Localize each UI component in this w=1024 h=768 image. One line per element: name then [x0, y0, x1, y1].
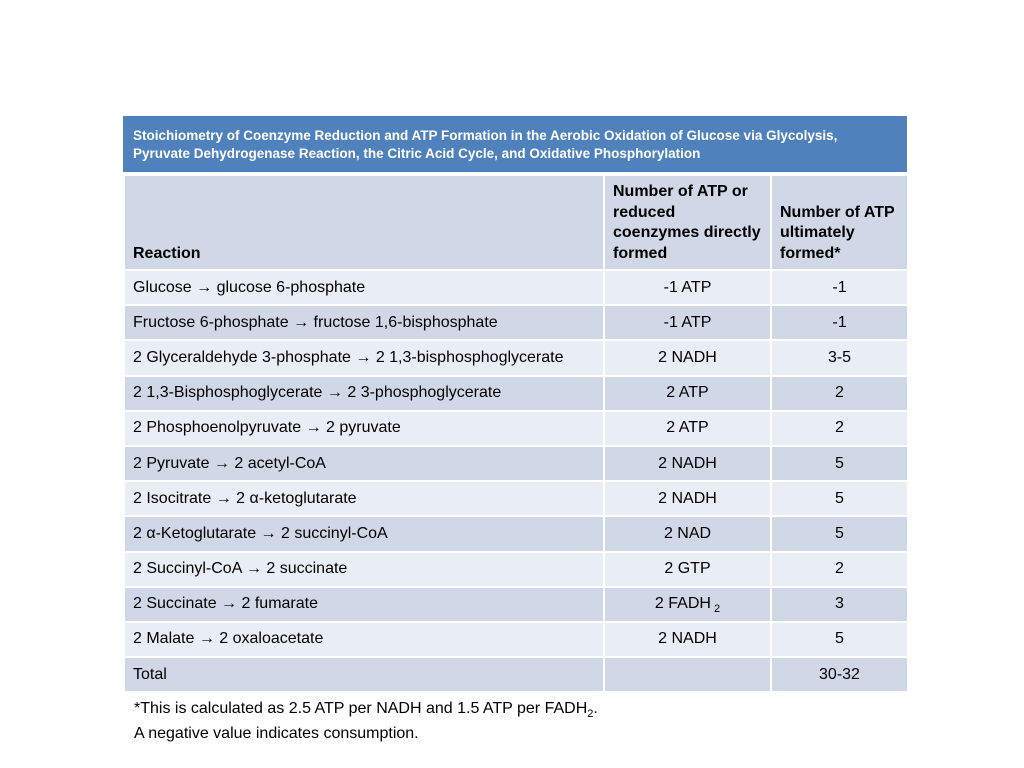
table-row [124, 587, 908, 622]
direct-cell: 2 NADH [604, 622, 771, 657]
table-row [124, 552, 908, 587]
table-title [123, 116, 907, 172]
header-ultimately-formed: Number of ATP ultimately formed* [771, 175, 908, 270]
ultimate-cell: 3 [771, 587, 908, 622]
direct-cell: 2 GTP [604, 552, 771, 587]
ultimate-cell: -1 [771, 305, 908, 340]
footnote-line-1 [134, 699, 598, 724]
table-title-line-1: Stoichiometry of Coenzyme Reduction and ATP Formation in the Aerobic Oxidation of Glucose via Glycolysis, [133, 128, 838, 143]
table-row [124, 376, 908, 411]
reaction-cell: 2 α-Ketoglutarate → 2 succinyl-CoA [124, 516, 604, 551]
direct-cell [604, 657, 771, 692]
stoichiometry-table [123, 174, 909, 693]
table-row [124, 446, 908, 481]
footnote-line-2: A negative value indicates consumption. [134, 725, 419, 743]
ultimate-cell: 2 [771, 552, 908, 587]
reaction-cell: Glucose → glucose 6-phosphate [124, 270, 604, 305]
subscript: 2 [587, 708, 594, 721]
reaction-cell: 2 Phosphoenolpyruvate → 2 pyruvate [124, 411, 604, 446]
header-directly-formed: Number of ATP or reduced coenzymes directly formed [604, 175, 771, 270]
reaction-cell: Fructose 6-phosphate → fructose 1,6-bisphosphate [124, 305, 604, 340]
reaction-cell: 2 Pyruvate → 2 acetyl-CoA [124, 446, 604, 481]
reaction-cell: 2 Succinyl-CoA → 2 succinate [124, 552, 604, 587]
direct-cell: 2 ATP [604, 411, 771, 446]
ultimate-cell: 30-32 [771, 657, 908, 692]
reaction-cell: 2 1,3-Bisphosphoglycerate → 2 3-phosphoglycerate [124, 376, 604, 411]
ultimate-cell: -1 [771, 270, 908, 305]
table-title-line-2: Pyruvate Dehydrogenase Reaction, the Citric Acid Cycle, and Oxidative Phosphorylation [133, 146, 701, 161]
header-reaction: Reaction [124, 175, 604, 270]
direct-cell [604, 587, 771, 622]
reaction-cell: 2 Malate → 2 oxaloacetate [124, 622, 604, 657]
reaction-cell: 2 Glyceraldehyde 3-phosphate → 2 1,3-bisphosphoglycerate [124, 340, 604, 375]
ultimate-cell: 5 [771, 516, 908, 551]
direct-cell: 2 ATP [604, 376, 771, 411]
table-row [124, 411, 908, 446]
direct-cell: 2 NADH [604, 446, 771, 481]
ultimate-cell: 3-5 [771, 340, 908, 375]
table-row-total [124, 657, 908, 692]
ultimate-cell: 5 [771, 622, 908, 657]
ultimate-cell: 5 [771, 446, 908, 481]
direct-cell: -1 ATP [604, 305, 771, 340]
reaction-cell: 2 Succinate → 2 fumarate [124, 587, 604, 622]
footnote-period: . [593, 700, 598, 717]
table-row [124, 340, 908, 375]
table-row [124, 516, 908, 551]
table-row [124, 270, 908, 305]
footnote-text: *This is calculated as 2.5 ATP per NADH and 1.5 ATP per FADH [134, 700, 588, 717]
direct-cell: 2 NADH [604, 340, 771, 375]
direct-cell: 2 NADH [604, 481, 771, 516]
direct-cell: 2 NAD [604, 516, 771, 551]
reaction-cell: Total [124, 657, 604, 692]
ultimate-cell: 2 [771, 376, 908, 411]
table-header-row [124, 175, 908, 270]
footnote [134, 699, 598, 744]
direct-value: 2 FADH [654, 595, 711, 613]
subscript: 2 [713, 603, 721, 616]
table-row [124, 305, 908, 340]
ultimate-cell: 5 [771, 481, 908, 516]
reaction-cell: 2 Isocitrate → 2 α-ketoglutarate [124, 481, 604, 516]
table-row [124, 481, 908, 516]
table-row [124, 622, 908, 657]
direct-cell: -1 ATP [604, 270, 771, 305]
ultimate-cell: 2 [771, 411, 908, 446]
